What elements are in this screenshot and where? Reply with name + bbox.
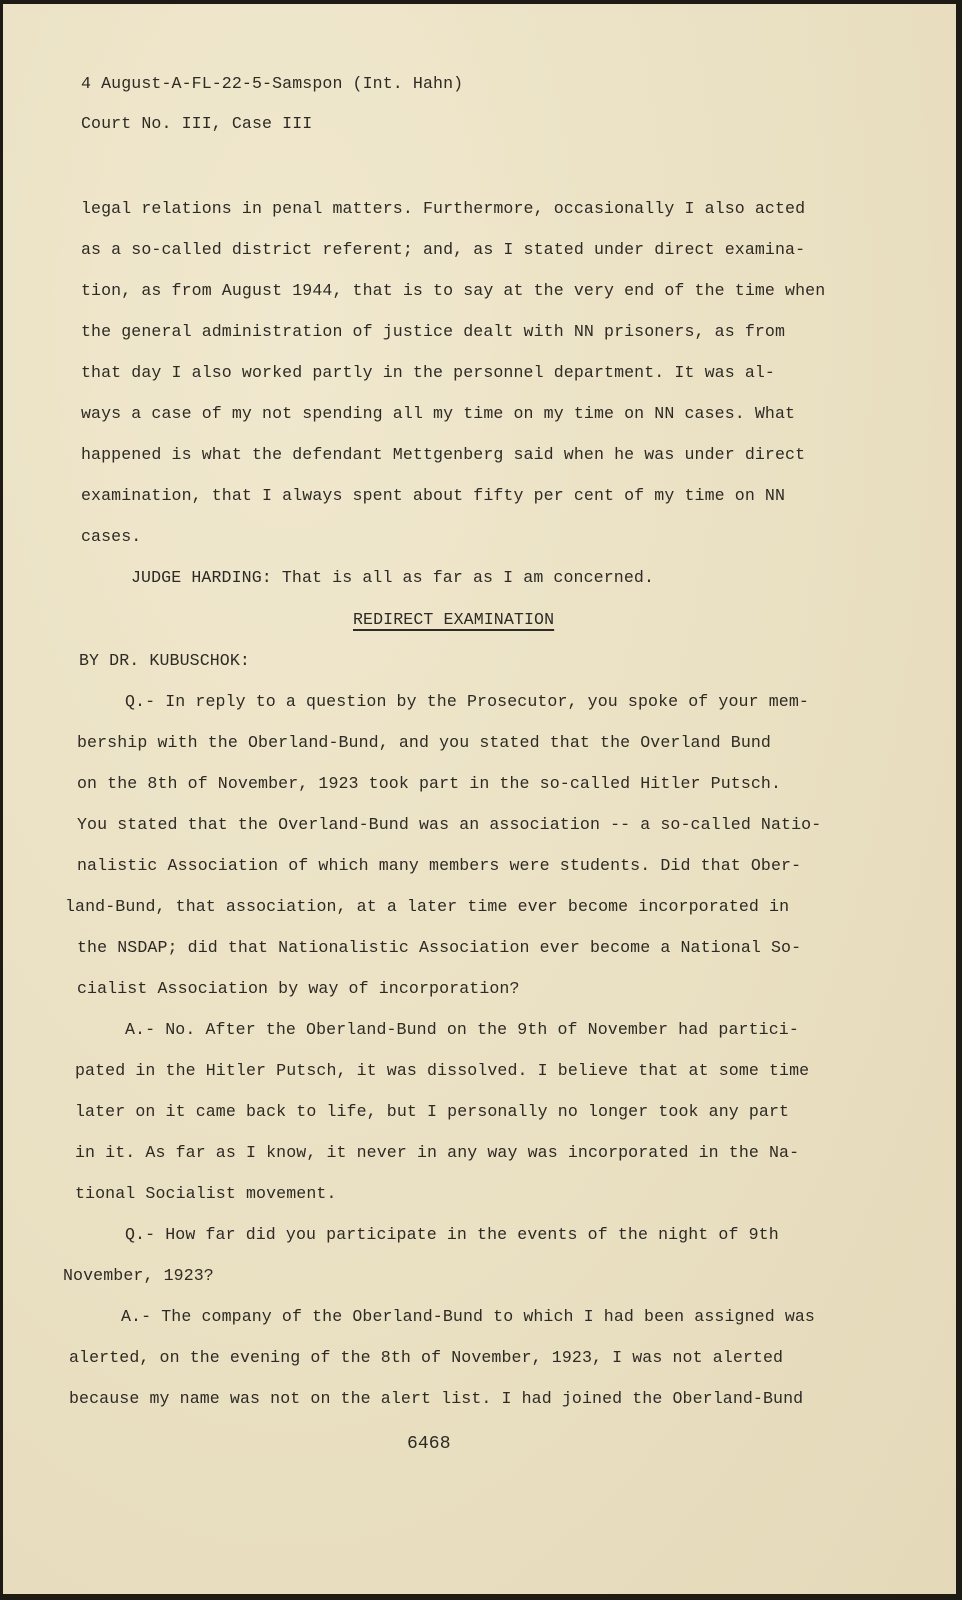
section-heading: REDIRECT EXAMINATION: [353, 610, 555, 629]
header-court-line: Court No. III, Case III: [81, 114, 313, 133]
body-line: that day I also worked partly in the personnel department. It was al-: [81, 363, 775, 382]
body-line: tion, as from August 1944, that is to say at the very end of the time when: [81, 281, 826, 300]
question-line: the NSDAP; did that Nationalistic Association ever become a National So-: [77, 938, 802, 957]
question-line: Q.- In reply to a question by the Prosecutor, you spoke of your mem-: [125, 692, 809, 711]
answer-line: in it. As far as I know, it never in any way was incorporated in the Na-: [75, 1143, 800, 1162]
answer-line: pated in the Hitler Putsch, it was dissolved. I believe that at some time: [75, 1061, 810, 1080]
body-line: legal relations in penal matters. Furthermore, occasionally I also acted: [81, 199, 806, 218]
answer-line: alerted, on the evening of the 8th of November, 1923, I was not alerted: [69, 1348, 784, 1367]
document-page: [3, 4, 956, 1594]
question-line: You stated that the Overland-Bund was an association -- a so-called Natio-: [77, 815, 822, 834]
judge-statement: JUDGE HARDING: That is all as far as I am concerned.: [131, 568, 655, 587]
question-line: November, 1923?: [63, 1266, 214, 1285]
question-line: bership with the Oberland-Bund, and you stated that the Overland Bund: [77, 733, 771, 752]
question-line: cialist Association by way of incorporation?: [77, 979, 520, 998]
body-line: the general administration of justice dealt with NN prisoners, as from: [81, 322, 786, 341]
examiner-label: BY DR. KUBUSCHOK:: [79, 651, 250, 670]
question-line: on the 8th of November, 1923 took part in the so-called Hitler Putsch.: [77, 774, 782, 793]
page-number: 6468: [407, 1434, 451, 1454]
body-line: cases.: [81, 527, 142, 546]
question-line: Q.- How far did you participate in the events of the night of 9th: [125, 1225, 779, 1244]
answer-line: A.- No. After the Oberland-Bund on the 9th of November had partici-: [125, 1020, 799, 1039]
header-case-line: 4 August-A-FL-22-5-Samspon (Int. Hahn): [81, 74, 464, 93]
question-line: land-Bund, that association, at a later time ever become incorporated in: [65, 897, 790, 916]
body-line: as a so-called district referent; and, as I stated under direct examina-: [81, 240, 806, 259]
answer-line: tional Socialist movement.: [75, 1184, 337, 1203]
answer-line: because my name was not on the alert list. I had joined the Oberland-Bund: [69, 1389, 804, 1408]
body-line: happened is what the defendant Mettgenberg said when he was under direct: [81, 445, 806, 464]
question-line: nalistic Association of which many members were students. Did that Ober-: [77, 856, 802, 875]
answer-line: A.- The company of the Oberland-Bund to which I had been assigned was: [121, 1307, 815, 1326]
answer-line: later on it came back to life, but I personally no longer took any part: [75, 1102, 790, 1121]
body-line: ways a case of my not spending all my time on my time on NN cases. What: [81, 404, 796, 423]
body-line: examination, that I always spent about fifty per cent of my time on NN: [81, 486, 786, 505]
